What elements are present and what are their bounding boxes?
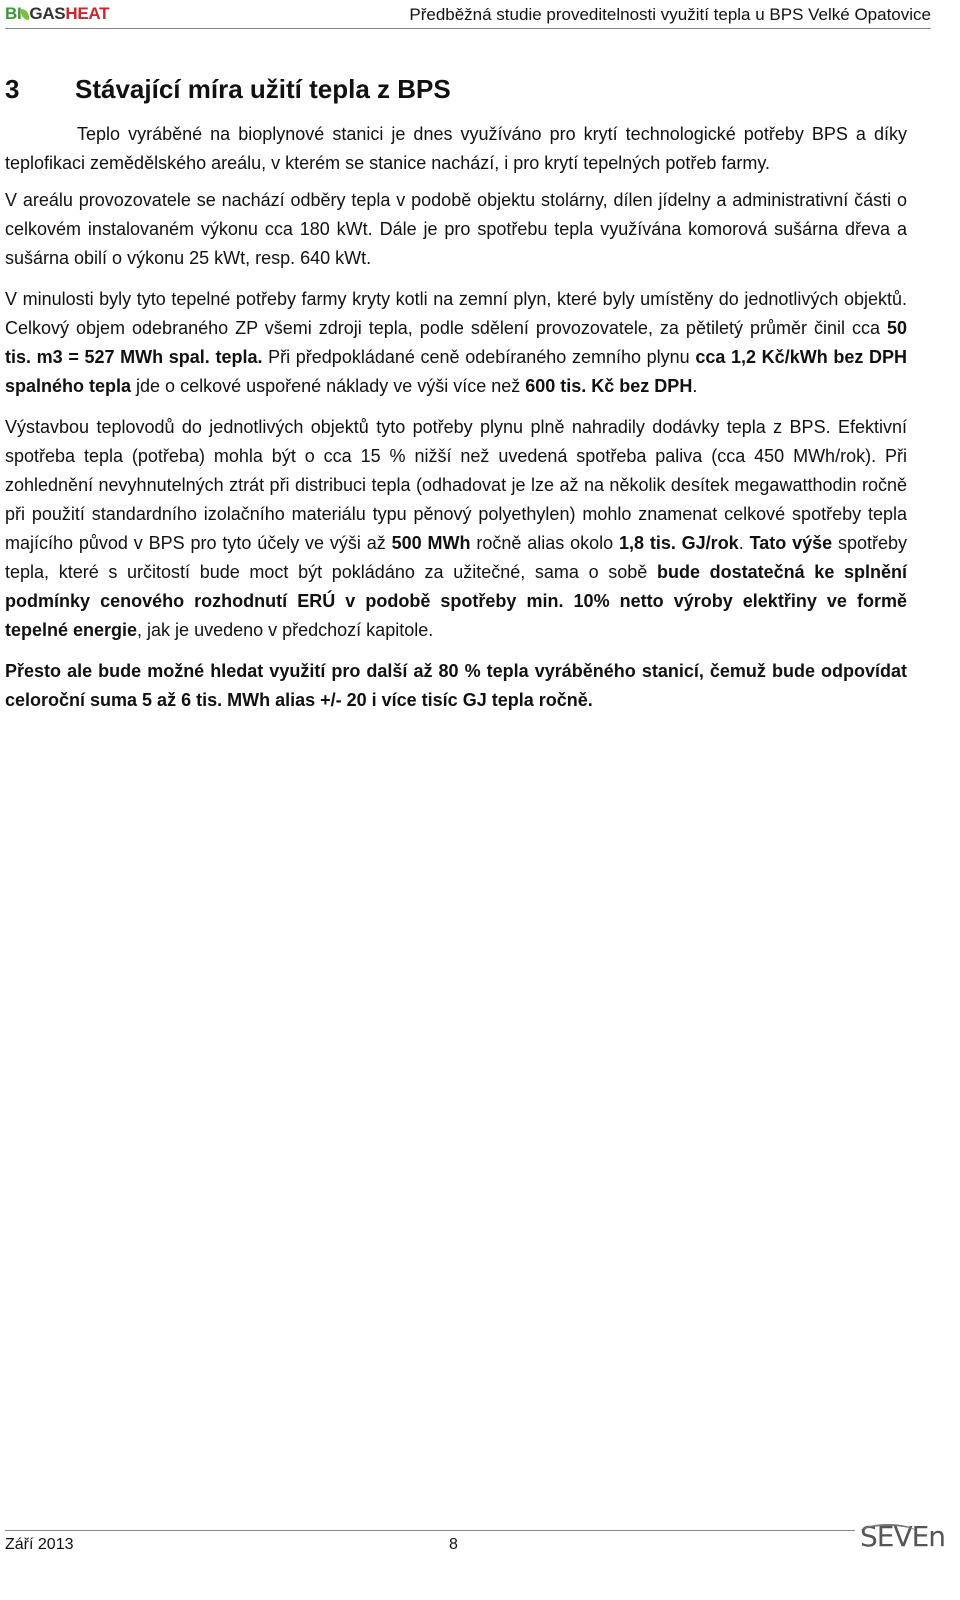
p3-text-4: . <box>692 376 698 396</box>
p3-text-1: V minulosti byly tyto tepelné potřeby farmy kryty kotli na zemní plyn, které byly umístěny do jednotlivých objektů. Celkový objem odebraného ZP všemi zdroji tepla, podle sdělení provozovatele, za pětiletý průměr činil cca <box>5 289 907 338</box>
p4-bold-1: 500 MWh <box>391 533 471 553</box>
p4-text-2: ročně alias okolo <box>470 533 619 553</box>
p3-text-3: jde o celkové uspořené náklady ve výši více než <box>131 376 526 396</box>
logo-text-heat: HEAT <box>65 4 110 23</box>
p3-bold-2: cca 1,2 Kč/kWh bez DPH spalného tepla <box>5 347 907 396</box>
seven-logo <box>860 1520 945 1553</box>
p4-text-1: Výstavbou teplovodů do jednotlivých objektů tyto potřeby plynu plně nahradily dodávky tepla z BPS. Efektivní spotřeba tepla (potřeba) mohla být o cca 15 % nižší než uvedená spotřeba paliva (cca 450 MWh/rok). Při zohlednění nevyhnutelných ztrát při distribuci tepla (odhadovat je lze až na několik desítek megawatthodin ročně při použití standardního izolačního materiálu typu pěnový polyethylen) mohlo znamenat celkové spotřeby tepla majícího původ v BPS pro tyto účely ve výši až <box>5 417 907 553</box>
p4-text-4: spotřeby tepla, které s určitostí bude moct být pokládáno za užitečné, sama o sobě <box>5 533 908 582</box>
seven-logo-text: SEVEn <box>860 1520 946 1553</box>
section-heading <box>5 74 451 105</box>
section-title: Stávající míra užití tepla z BPS <box>75 74 451 104</box>
logo-text-bio: BI <box>5 4 22 23</box>
document-title: Předběžná studie proveditelnosti využití tepla u BPS Velké Opatovice <box>409 5 931 24</box>
p4-bold-4: bude dostatečná ke splnění podmínky cenového rozhodnutí ERÚ v podobě spotřeby min. 10% netto výroby elektřiny ve formě tepelné energie <box>5 562 907 640</box>
paragraph-2: V areálu provozovatele se nachází odběry tepla v podobě objektu stolárny, dílen jídelny a administrativní části o celkovém instalovaném výkonu cca 180 kWt. Dále je pro spotřebu tepla využívána komorová sušárna dřeva a sušárna obilí o výkonu 25 kWt, resp. 640 kWt. <box>5 190 907 268</box>
biogasheat-logo <box>5 4 109 24</box>
page-number: 8 <box>449 1536 458 1553</box>
p4-bold-3: Tato výše <box>749 533 833 553</box>
paragraph-5 <box>5 657 907 715</box>
p3-bold-1: 50 tis. m3 = 527 MWh spal. tepla. <box>5 318 907 367</box>
logo-swoosh-icon <box>860 1524 916 1540</box>
footer-divider <box>5 1530 855 1531</box>
logo-text-gas: GAS <box>29 4 66 23</box>
page-header <box>5 0 931 29</box>
p5-bold: Přesto ale bude možné hledat využití pro další až 80 % tepla vyráběného stanicí, čemuž bude odpovídat celoroční suma 5 až 6 tis. MWh alias +/- 20 i více tisíc GJ tepla ročně. <box>5 661 907 710</box>
paragraph-3 <box>5 285 907 401</box>
document-body <box>5 120 907 727</box>
paragraph-4 <box>5 413 907 645</box>
p3-bold-3: 600 tis. Kč bez DPH <box>525 376 693 396</box>
p4-text-3: . <box>738 533 750 553</box>
p3-text-2: Při předpokládané ceně odebíraného zemního plynu <box>262 347 696 367</box>
p4-bold-2: 1,8 tis. GJ/rok <box>618 533 739 553</box>
paragraph-1: Teplo vyráběné na bioplynové stanici je dnes využíváno pro krytí technologické potřeby BPS a díky teplofikaci zemědělského areálu, v kterém se stanice nachází, i pro krytí tepelných potřeb farmy. <box>5 124 907 173</box>
p4-text-5: , jak je uvedeno v předchozí kapitole. <box>137 620 434 640</box>
section-number: 3 <box>5 74 20 104</box>
footer-date: Září 2013 <box>5 1536 74 1553</box>
